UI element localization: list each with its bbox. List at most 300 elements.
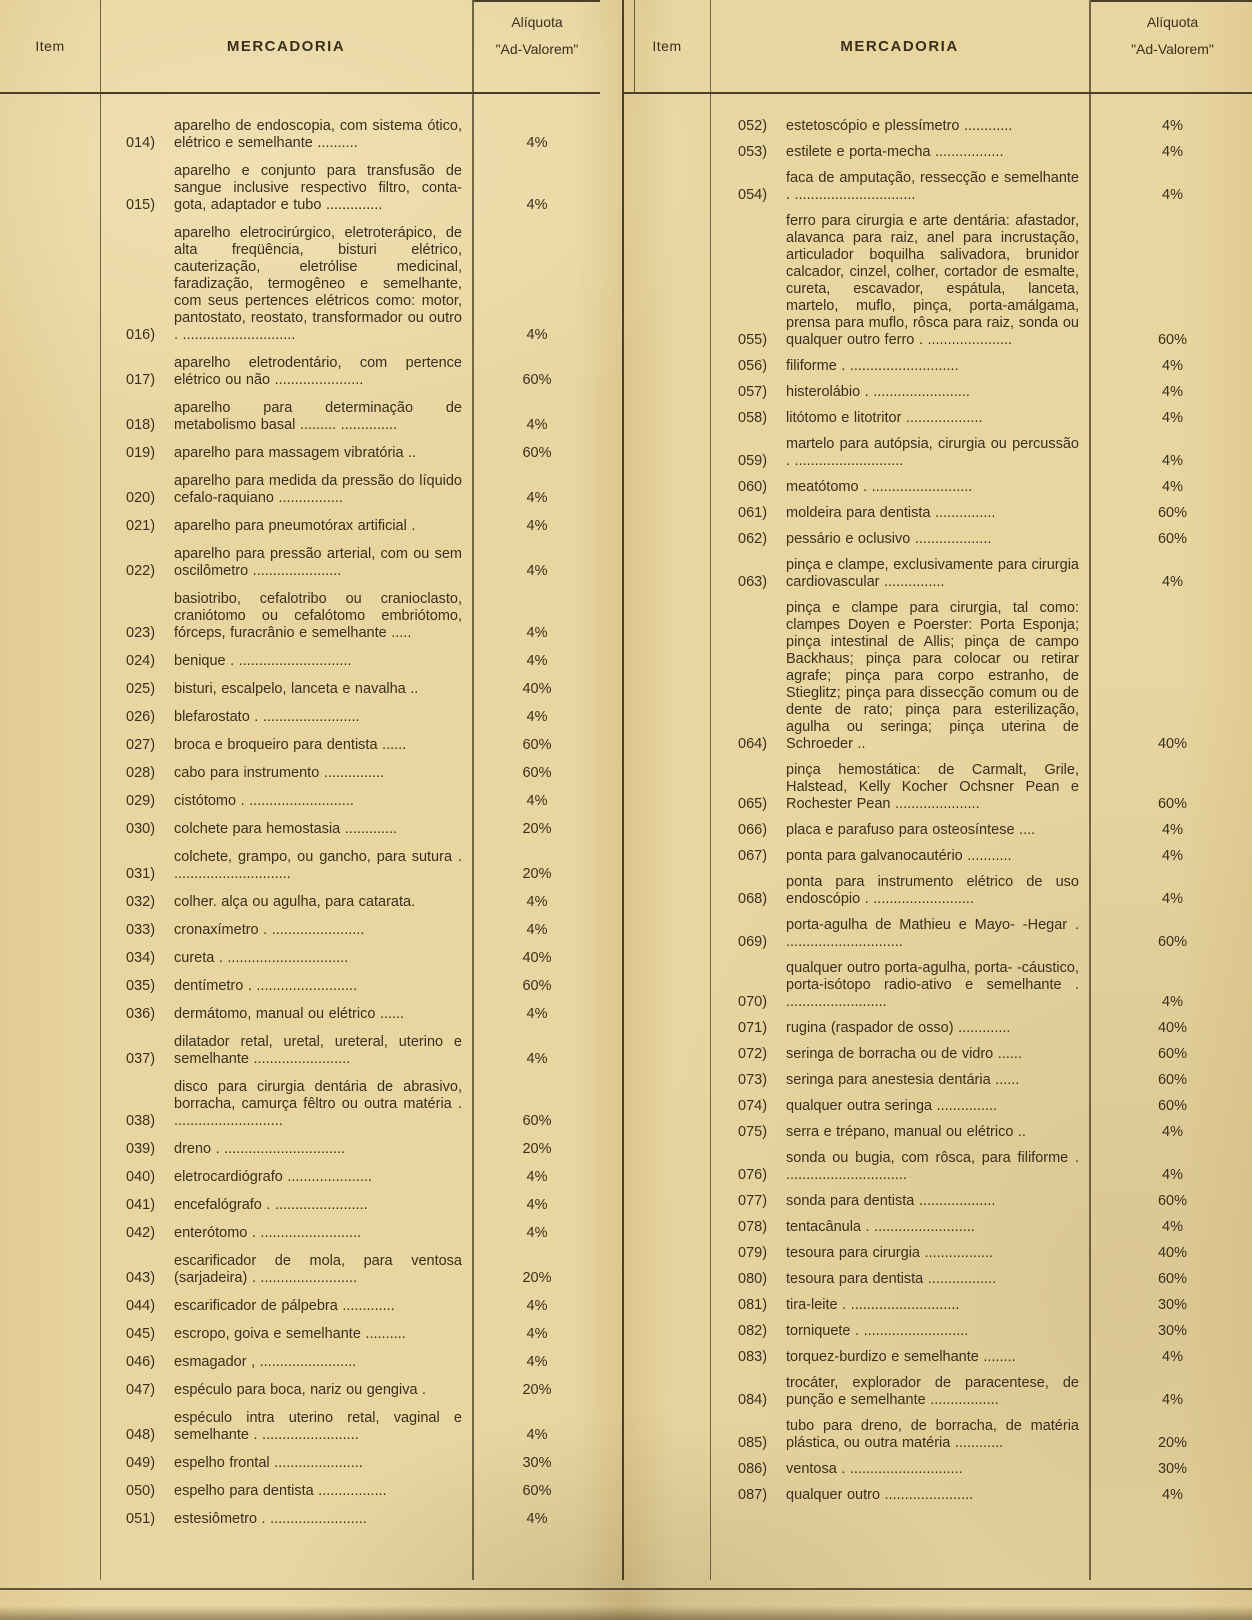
item-number: 059) — [738, 453, 768, 469]
table-row — [738, 1245, 1252, 1262]
item-number: 080) — [738, 1271, 768, 1287]
item-description: tesoura para cirurgia ................. — [786, 1245, 993, 1261]
item-rate: 4% — [1162, 1349, 1183, 1365]
item-number: 016) — [126, 327, 156, 343]
table-row — [126, 793, 600, 810]
item-number: 047) — [126, 1382, 156, 1398]
item-description: aparelho eletrocirúrgico, eletroterápico, de alta freqüência, bisturi elétrico, cauterização, eletrólise medicinal, faradização, termogêneo e semelhante, com seus pertences elétricos como: motor, pantostato, reostato, transformador ou outro . ............................ — [174, 225, 462, 343]
item-rate: 4% — [1162, 453, 1183, 469]
item-rate: 60% — [1157, 934, 1188, 950]
item-rate: 4% — [526, 1225, 548, 1241]
item-rate: 60% — [1157, 531, 1188, 547]
item-rate: 4% — [526, 1051, 548, 1067]
table-body — [738, 94, 1252, 1504]
item-description: esmagador , ........................ — [174, 1354, 357, 1370]
table-row — [126, 821, 600, 838]
item-number: 026) — [126, 709, 156, 725]
item-number: 061) — [738, 505, 768, 521]
table-row — [126, 546, 600, 580]
table-row — [126, 922, 600, 939]
item-number: 028) — [126, 765, 156, 781]
item-number: 029) — [126, 793, 156, 809]
item-rate: 4% — [1162, 187, 1183, 203]
item-rate: 60% — [522, 445, 552, 461]
item-description: tentacânula . ......................... — [786, 1219, 975, 1235]
table-row — [126, 709, 600, 726]
item-number: 044) — [126, 1298, 156, 1314]
header-aliquota-line2: "Ad-Valorem" — [1131, 41, 1214, 57]
item-rate: 4% — [1162, 1124, 1183, 1140]
item-rate: 20% — [522, 866, 552, 882]
item-number: 055) — [738, 332, 768, 348]
item-description: aparelho e conjunto para transfusão de sangue inclusive respectivo filtro, conta-gota, adaptador e tubo .............. — [174, 163, 462, 213]
table-row — [126, 1511, 600, 1528]
item-description: colchete, grampo, ou gancho, para sutura . ............................. — [174, 849, 462, 882]
item-number: 034) — [126, 950, 156, 966]
table-row — [126, 355, 600, 389]
item-rate: 4% — [1162, 410, 1183, 426]
table-row — [126, 849, 600, 883]
item-description: pinça e clampe para cirurgia, tal como: clampes Doyen e Poerster: Porta Esponja; pinça intestinal de Allis; pinça de campo Backhaus; pinça para colocar ou retirar agrafe; pinça para corpo estranho, de Stieglitz; pinça para dissecção comum ou de dente de rato; pinça para esterilização, agulha ou seringa; pinça uterina de Schroeder .. — [786, 600, 1079, 752]
item-rate: 4% — [526, 1197, 548, 1213]
item-description: estesiômetro . ........................ — [174, 1511, 367, 1527]
item-number: 048) — [126, 1427, 156, 1443]
table-row — [738, 1323, 1252, 1340]
item-description: sonda ou bugia, com rôsca, para filiforme . .............................. — [786, 1150, 1079, 1183]
table-row — [126, 1006, 600, 1023]
item-number: 086) — [738, 1461, 768, 1477]
table-row — [126, 1197, 600, 1214]
header-mercadoria: MERCADORIA — [226, 38, 346, 55]
item-description: aparelho de endoscopia, com sistema ótico, elétrico e semelhante .......... — [174, 118, 462, 151]
item-description: broca e broqueiro para dentista ...... — [174, 737, 407, 753]
column-rule-item — [100, 0, 101, 1580]
item-rate: 20% — [522, 1270, 552, 1286]
item-rate: 60% — [1157, 505, 1188, 521]
item-description: blefarostato . ........................ — [174, 709, 360, 725]
item-rate: 4% — [526, 709, 548, 725]
table-row — [738, 1375, 1252, 1409]
item-description: disco para cirurgia dentária de abrasivo, borracha, camurça fêltro ou outra matéria . ........................... — [174, 1079, 462, 1129]
item-number: 072) — [738, 1046, 768, 1062]
table-row — [126, 473, 600, 507]
item-description: sonda para dentista ................... — [786, 1193, 996, 1209]
item-rate: 20% — [1157, 1435, 1188, 1451]
table-row — [126, 1410, 600, 1444]
item-rate: 60% — [1157, 796, 1188, 812]
item-description: placa e parafuso para osteosíntese .... — [786, 822, 1036, 838]
table-row — [738, 436, 1252, 470]
table-row — [126, 225, 600, 344]
item-number: 025) — [126, 681, 156, 697]
item-rate: 4% — [1162, 479, 1183, 495]
item-number: 079) — [738, 1245, 768, 1261]
item-number: 053) — [738, 144, 768, 160]
item-rate: 60% — [522, 765, 552, 781]
item-rate: 60% — [522, 978, 552, 994]
item-rate: 4% — [1162, 1167, 1183, 1183]
item-description: aparelho para pressão arterial, com ou sem oscilômetro ...................... — [174, 546, 462, 579]
item-number: 050) — [126, 1483, 156, 1499]
item-number: 081) — [738, 1297, 768, 1313]
table-row — [126, 737, 600, 754]
item-number: 024) — [126, 653, 156, 669]
item-rate: 4% — [1162, 144, 1183, 160]
table-row — [738, 505, 1252, 522]
item-number: 077) — [738, 1193, 768, 1209]
item-rate: 60% — [1157, 1193, 1188, 1209]
header-aliquota — [474, 0, 600, 94]
table-row — [738, 170, 1252, 204]
item-number: 045) — [126, 1326, 156, 1342]
item-description: enterótomo . ......................... — [174, 1225, 362, 1241]
item-number: 068) — [738, 891, 768, 907]
table-row — [738, 410, 1252, 427]
item-description: serra e trépano, manual ou elétrico .. — [786, 1124, 1026, 1140]
table-row — [126, 518, 600, 535]
header-aliquota-line1: Alíquota — [1146, 14, 1199, 30]
right-table-half — [622, 0, 1252, 1580]
item-number: 018) — [126, 417, 156, 433]
table-row — [738, 848, 1252, 865]
item-description: tubo para dreno, de borracha, de matéria plástica, ou outra matéria ............ — [786, 1418, 1079, 1451]
item-description: seringa para anestesia dentária ...... — [786, 1072, 1020, 1088]
item-rate: 40% — [522, 950, 552, 966]
item-description: trocáter, explorador de paracentese, de punção e semelhante ................. — [786, 1375, 1079, 1408]
item-description: basiotribo, cefalotribo ou cranioclasto, craniótomo ou cefalótomo embriótomo, fórceps, furacrânio e semelhante ..... — [174, 591, 462, 641]
item-rate: 4% — [1162, 358, 1183, 374]
item-rate: 4% — [1162, 891, 1183, 907]
table-row — [126, 653, 600, 670]
item-rate: 20% — [522, 1382, 552, 1398]
item-description: aparelho para pneumotórax artificial . — [174, 518, 416, 534]
table-row — [126, 445, 600, 462]
item-description: moldeira para dentista ............... — [786, 505, 996, 521]
item-description: rugina (raspador de osso) ............. — [786, 1020, 1011, 1036]
item-description: tesoura para dentista ................. — [786, 1271, 997, 1287]
item-rate: 60% — [1157, 1098, 1188, 1114]
item-rate: 20% — [522, 821, 552, 837]
item-number: 023) — [126, 625, 156, 641]
left-table-half — [0, 0, 600, 1580]
item-number: 031) — [126, 866, 156, 882]
item-description: seringa de borracha ou de vidro ...... — [786, 1046, 1022, 1062]
item-rate: 30% — [1157, 1323, 1188, 1339]
item-rate: 4% — [526, 1354, 548, 1370]
table-row — [126, 1382, 600, 1399]
item-description: cabo para instrumento ............... — [174, 765, 385, 781]
item-number: 040) — [126, 1169, 156, 1185]
item-rate: 4% — [1162, 822, 1183, 838]
item-rate: 4% — [526, 518, 548, 534]
item-description: qualquer outro porta-agulha, porta- -cáustico, porta-isótopo radio-ativo e semelhante . ......................... — [786, 960, 1079, 1010]
item-number: 038) — [126, 1113, 156, 1129]
item-number: 069) — [738, 934, 768, 950]
table-row — [738, 1020, 1252, 1037]
item-number: 070) — [738, 994, 768, 1010]
item-number: 049) — [126, 1455, 156, 1471]
item-number: 082) — [738, 1323, 768, 1339]
item-description: torniquete . .......................... — [786, 1323, 969, 1339]
item-number: 076) — [738, 1167, 768, 1183]
item-description: dermátomo, manual ou elétrico ...... — [174, 1006, 405, 1022]
item-number: 042) — [126, 1225, 156, 1241]
item-rate: 40% — [1157, 736, 1188, 752]
item-description: espelho frontal ...................... — [174, 1455, 363, 1471]
item-rate: 4% — [526, 563, 548, 579]
header-aliquota-line2: "Ad-Valorem" — [495, 41, 579, 57]
table-row — [126, 681, 600, 698]
table-row — [738, 960, 1252, 1011]
table-row — [738, 1124, 1252, 1141]
table-row — [738, 1461, 1252, 1478]
item-description: cistótomo . .......................... — [174, 793, 354, 809]
item-description: filiforme . ........................... — [786, 358, 959, 374]
table-row — [738, 1046, 1252, 1063]
item-description: litótomo e litotritor ................... — [786, 410, 983, 426]
item-description: porta-agulha de Mathieu e Mayo- -Hegar . ............................. — [786, 917, 1079, 950]
item-number: 020) — [126, 490, 156, 506]
item-description: colher. alça ou agulha, para catarata. — [174, 894, 416, 910]
item-rate: 60% — [522, 1483, 552, 1499]
item-number: 084) — [738, 1392, 768, 1408]
item-rate: 40% — [1157, 1020, 1188, 1036]
item-number: 057) — [738, 384, 768, 400]
item-rate: 60% — [522, 737, 552, 753]
table-row — [126, 400, 600, 434]
table-row — [738, 600, 1252, 753]
item-description: martelo para autópsia, cirurgia ou percussão . ........................... — [786, 436, 1079, 469]
table-row — [126, 950, 600, 967]
item-number: 043) — [126, 1270, 156, 1286]
item-rate: 4% — [526, 327, 548, 343]
table-row — [738, 1072, 1252, 1089]
item-description: estetoscópio e plessímetro ............ — [786, 118, 1013, 134]
header-aliquota — [1091, 0, 1252, 94]
item-description: aparelho para massagem vibratória .. — [174, 445, 417, 461]
table-row — [126, 591, 600, 642]
item-number: 052) — [738, 118, 768, 134]
item-rate: 4% — [526, 197, 548, 213]
item-description: escarificador de mola, para ventosa (sarjadeira) . ........................ — [174, 1253, 462, 1286]
item-rate: 4% — [526, 1427, 548, 1443]
item-rate: 4% — [1162, 118, 1183, 134]
table-row — [738, 118, 1252, 135]
column-rule-item — [710, 0, 711, 1580]
table-row — [738, 144, 1252, 161]
table-row — [738, 384, 1252, 401]
item-description: cronaxímetro . ....................... — [174, 922, 365, 938]
item-description: aparelho para medida da pressão do líquido cefalo-raquiano ................ — [174, 473, 462, 506]
table-row — [738, 822, 1252, 839]
item-number: 046) — [126, 1354, 156, 1370]
item-number: 063) — [738, 574, 768, 590]
item-rate: 4% — [526, 1006, 548, 1022]
item-number: 017) — [126, 372, 156, 388]
item-number: 041) — [126, 1197, 156, 1213]
item-rate: 4% — [526, 922, 548, 938]
table-row — [126, 1298, 600, 1315]
table-row — [126, 1253, 600, 1287]
item-rate: 4% — [526, 135, 548, 151]
item-number: 074) — [738, 1098, 768, 1114]
item-description: tira-leite . ........................... — [786, 1297, 960, 1313]
item-number: 083) — [738, 1349, 768, 1365]
item-description: escropo, goiva e semelhante .......... — [174, 1326, 406, 1342]
item-description: espelho para dentista ................. — [174, 1483, 387, 1499]
item-rate: 60% — [522, 372, 552, 388]
item-description: faca de amputação, ressecção e semelhante . .............................. — [786, 170, 1079, 203]
item-rate: 4% — [526, 653, 548, 669]
header-aliquota-line1: Alíquota — [511, 14, 563, 30]
item-number: 075) — [738, 1124, 768, 1140]
item-rate: 4% — [526, 1169, 548, 1185]
item-rate: 4% — [1162, 1487, 1183, 1503]
item-number: 066) — [738, 822, 768, 838]
item-rate: 60% — [1157, 332, 1188, 348]
table-row — [738, 1418, 1252, 1452]
item-description: escarificador de pálpebra ............. — [174, 1298, 395, 1314]
table-row — [738, 213, 1252, 349]
item-number: 067) — [738, 848, 768, 864]
item-description: pinça hemostática: de Carmalt, Grile, Halstead, Kelly Kocher Ochsner Pean e Rochester Pean ..................... — [786, 762, 1079, 812]
table-row — [126, 1354, 600, 1371]
table-row — [126, 1483, 600, 1500]
table-row — [738, 1219, 1252, 1236]
item-description: espéculo para boca, nariz ou gengiva . — [174, 1382, 427, 1398]
item-rate: 40% — [1157, 1245, 1188, 1261]
item-number: 037) — [126, 1051, 156, 1067]
item-description: cureta . .............................. — [174, 950, 349, 966]
item-description: encefalógrafo . ....................... — [174, 1197, 368, 1213]
item-rate: 4% — [526, 417, 548, 433]
table-row — [126, 1225, 600, 1242]
table-body — [126, 94, 600, 1528]
item-description: aparelho eletrodentário, com pertence elétrico ou não ...................... — [174, 355, 462, 388]
item-description: qualquer outra seringa ............... — [786, 1098, 998, 1114]
table-header — [0, 0, 600, 94]
item-number: 064) — [738, 736, 768, 752]
item-description: dentímetro . ......................... — [174, 978, 358, 994]
table-row — [738, 531, 1252, 548]
item-number: 014) — [126, 135, 156, 151]
table-row — [738, 1271, 1252, 1288]
item-description: pinça e clampe, exclusivamente para cirurgia cardiovascular ............... — [786, 557, 1079, 590]
header-mercadoria: MERCADORIA — [840, 38, 959, 55]
item-rate: 4% — [526, 894, 548, 910]
table-row — [738, 557, 1252, 591]
item-number: 071) — [738, 1020, 768, 1036]
table-row — [738, 358, 1252, 375]
item-rate: 4% — [526, 625, 548, 641]
item-description: ponta para galvanocautério ........... — [786, 848, 1012, 864]
item-rate: 40% — [522, 681, 552, 697]
item-number: 056) — [738, 358, 768, 374]
item-description: pessário e oclusivo ................... — [786, 531, 992, 547]
item-description: colchete para hemostasia ............. — [174, 821, 398, 837]
item-number: 021) — [126, 518, 156, 534]
item-rate: 60% — [522, 1113, 552, 1129]
item-rate: 4% — [1162, 574, 1183, 590]
table-row — [126, 1141, 600, 1158]
item-rate: 30% — [522, 1455, 552, 1471]
table-row — [126, 1455, 600, 1472]
table-row — [738, 917, 1252, 951]
item-number: 087) — [738, 1487, 768, 1503]
table-row — [738, 874, 1252, 908]
item-number: 051) — [126, 1511, 156, 1527]
table-row — [738, 1349, 1252, 1366]
item-number: 032) — [126, 894, 156, 910]
item-number: 073) — [738, 1072, 768, 1088]
table-row — [738, 762, 1252, 813]
item-rate: 60% — [1157, 1271, 1188, 1287]
item-description: espéculo intra uterino retal, vaginal e semelhante . ........................ — [174, 1410, 462, 1443]
table-row — [126, 894, 600, 911]
item-description: ferro para cirurgia e arte dentária: afastador, alavanca para raiz, anel para incrustação, articulador boquilha salivadora, brunidor calcador, cinzel, colher, cortador de esmalte, cureta, escavador, espátula, lanceta, martelo, muflo, pinça, porta-amálgama, prensa para muflo, rôsca para raiz, sonda ou qualquer outro ferro . ..................... — [786, 213, 1079, 348]
table-row — [126, 1079, 600, 1130]
table-row — [126, 765, 600, 782]
item-number: 030) — [126, 821, 156, 837]
table-row — [126, 118, 600, 152]
item-rate: 4% — [526, 1298, 548, 1314]
item-description: benique . ............................ — [174, 653, 352, 669]
item-description: ventosa . ............................ — [786, 1461, 963, 1477]
item-rate: 4% — [1162, 1219, 1183, 1235]
item-number: 033) — [126, 922, 156, 938]
item-rate: 4% — [526, 1326, 548, 1342]
item-number: 065) — [738, 796, 768, 812]
item-description: dreno . .............................. — [174, 1141, 346, 1157]
item-description: eletrocardiógrafo ..................... — [174, 1169, 372, 1185]
table-row — [738, 1297, 1252, 1314]
table-row — [126, 978, 600, 995]
item-number: 036) — [126, 1006, 156, 1022]
item-rate: 30% — [1157, 1461, 1188, 1477]
item-number: 085) — [738, 1435, 768, 1451]
table-row — [738, 479, 1252, 496]
table-row — [738, 1193, 1252, 1210]
item-number: 022) — [126, 563, 156, 579]
table-row — [126, 1169, 600, 1186]
item-number: 078) — [738, 1219, 768, 1235]
item-description: torquez-burdizo e semelhante ........ — [786, 1349, 1016, 1365]
item-description: aparelho para determinação de metabolismo basal ......... .............. — [174, 400, 462, 433]
item-number: 015) — [126, 197, 156, 213]
item-rate: 4% — [526, 490, 548, 506]
item-rate: 60% — [1157, 1046, 1188, 1062]
item-number: 027) — [126, 737, 156, 753]
item-rate: 60% — [1157, 1072, 1188, 1088]
item-description: estilete e porta-mecha ................. — [786, 144, 1004, 160]
item-number: 058) — [738, 410, 768, 426]
item-rate: 4% — [1162, 1392, 1183, 1408]
header-item: Item — [35, 38, 65, 54]
item-number: 019) — [126, 445, 156, 461]
item-number: 035) — [126, 978, 156, 994]
item-rate: 4% — [1162, 384, 1183, 400]
item-number: 039) — [126, 1141, 156, 1157]
item-description: bisturi, escalpelo, lanceta e navalha .. — [174, 681, 419, 697]
item-rate: 4% — [1162, 994, 1183, 1010]
item-number: 060) — [738, 479, 768, 495]
item-rate: 30% — [1157, 1297, 1188, 1313]
table-header — [624, 0, 1252, 94]
item-rate: 4% — [526, 1511, 548, 1527]
table-row — [126, 163, 600, 214]
table-row — [126, 1034, 600, 1068]
table-row — [126, 1326, 600, 1343]
